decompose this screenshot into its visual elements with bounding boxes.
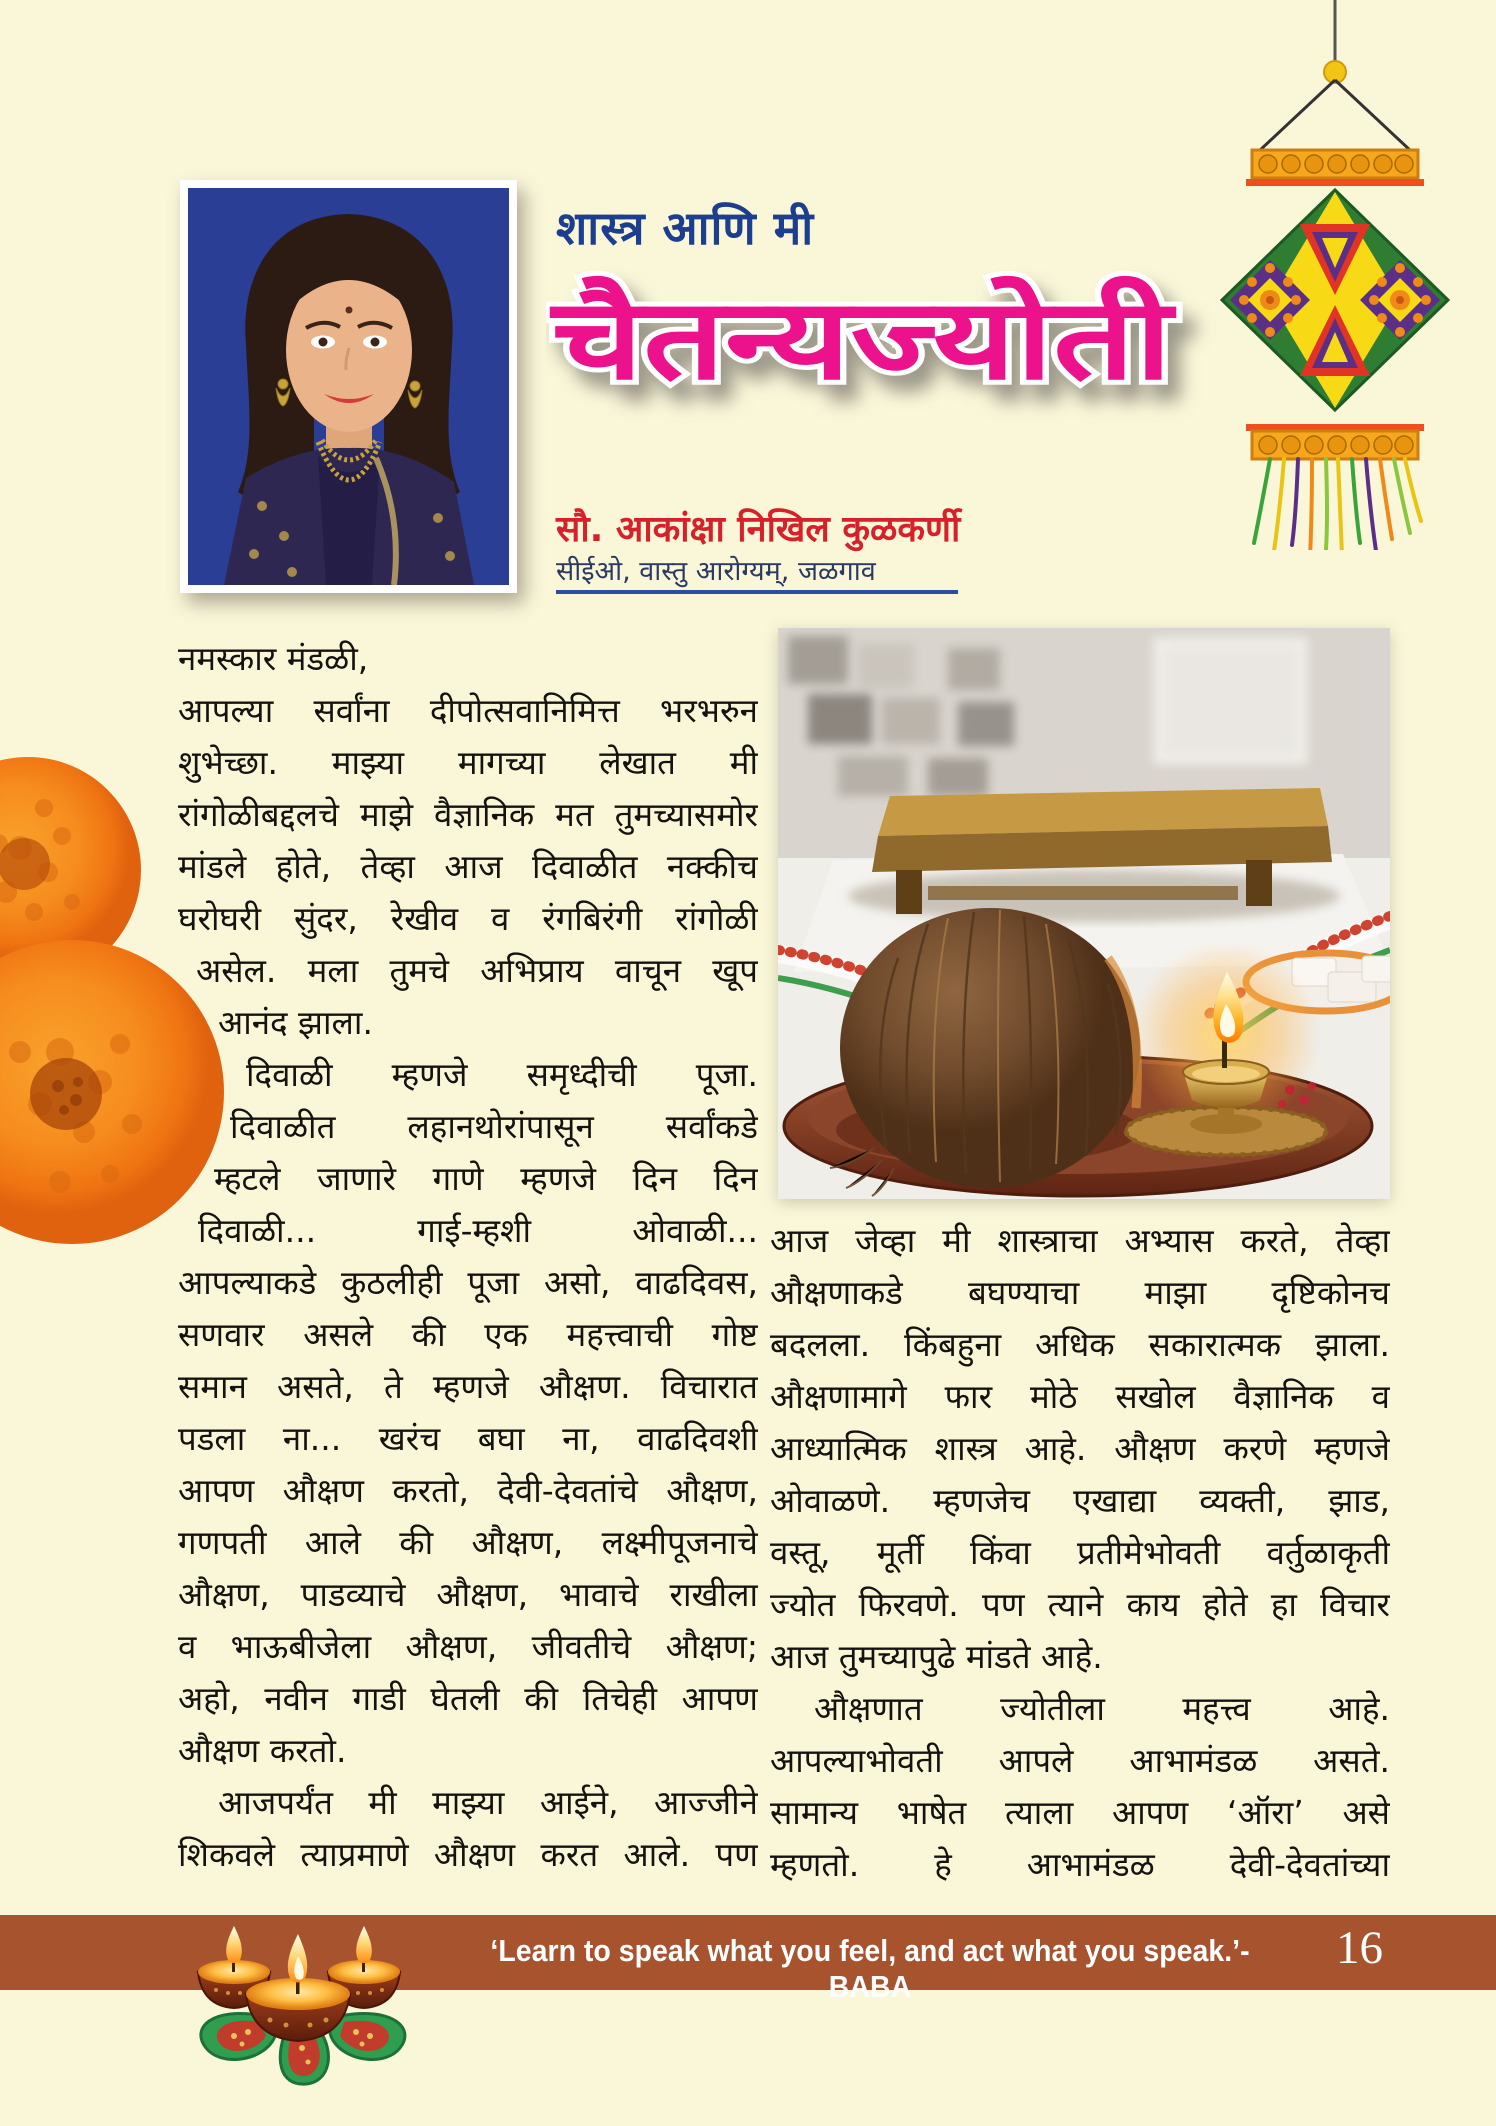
text-line: आज तुमच्यापुढे मांडते आहे. [770, 1637, 1103, 1676]
text-line: दिवाळी म्हणजे समृध्दीची पूजा. [246, 1055, 758, 1094]
text-line: ओवाळणे. म्हणजेच एखाद्या व्यक्ती, झाड, [770, 1481, 1390, 1520]
coconut-diya-photo [778, 628, 1390, 1199]
text-line: ज्योत फिरवणे. पण त्याने काय होते हा विचार [770, 1585, 1390, 1624]
article-title [546, 240, 1226, 425]
author-role: सीईओ, वास्तु आरोग्यम्, जळगाव [556, 556, 876, 587]
text-line: औक्षणात ज्योतीला महत्त्व आहे. [814, 1689, 1390, 1728]
portrait-illustration [188, 188, 509, 585]
text-line: आपल्या सर्वांना दीपोत्सवानिमित्त भरभरुन [178, 691, 758, 730]
text-line: दिवाळी... गाई-म्हशी ओवाळी... [198, 1211, 758, 1250]
text-line: औक्षण, पाडव्याचे औक्षण, भावाचे राखीला [178, 1575, 758, 1614]
section-kicker: शास्त्र आणि मी [556, 201, 815, 255]
text-line: सणवार असले की एक महत्त्वाची गोष्ट [178, 1315, 758, 1354]
text-line: अहो, नवीन गाडी घेतली की तिचेही आपण [178, 1679, 758, 1718]
diya-lamps-illustration [172, 1920, 432, 2100]
author-name: सौ. आकांक्षा निखिल कुळकर्णी [556, 509, 961, 550]
text-line: वस्तू, मूर्ती किंवा प्रतीमेभोवती वर्तुळाकृती [770, 1533, 1390, 1572]
text-line: बदलला. किंबहुना अधिक सकारात्मक झाला. [770, 1325, 1390, 1364]
diwali-lantern-illustration [1200, 0, 1470, 550]
text-line: औक्षणाकडे बघण्याचा माझा दृष्टिकोनच [770, 1273, 1390, 1312]
text-line: आपल्याकडे कुठलीही पूजा असो, वाढदिवस, [178, 1263, 758, 1302]
text-line: समान असते, ते म्हणजे औक्षण. विचारात [178, 1367, 758, 1406]
text-line: आपण औक्षण करतो, देवी-देवतांचे औक्षण, [178, 1471, 758, 1510]
text-line: पडला ना... खरंच बघा ना, वाढदिवशी [178, 1419, 758, 1458]
text-line: घरोघरी सुंदर, रेखीव व रंगबिरंगी रांगोळी [178, 899, 758, 938]
left-column [178, 633, 758, 1881]
text-line: सामान्य भाषेत त्याला आपण ‘ऑरा’ असे [770, 1793, 1390, 1832]
text-line: आध्यात्मिक शास्त्र आहे. औक्षण करणे म्हणजे [770, 1429, 1390, 1468]
page-number: 16 [1336, 1922, 1383, 1974]
text-line: शिकवले त्याप्रमाणे औक्षण करत आले. पण [178, 1835, 758, 1874]
svg-text:चैतन्यज्योती: चैतन्यज्योती [549, 275, 1178, 405]
text-line: मांडले होते, तेव्हा आज दिवाळीत नक्कीच [178, 847, 758, 886]
text-line: आज जेव्हा मी शास्त्राचा अभ्यास करते, तेव्हा [770, 1221, 1390, 1260]
text-line: आनंद झाला. [218, 1003, 373, 1042]
footer-quote: ‘Learn to speak what you feel, and act what you speak.’- BABA [490, 1933, 1250, 2004]
text-line: म्हटले जाणारे गाणे म्हणजे दिन दिन [214, 1159, 758, 1198]
text-line: औक्षणामागे फार मोठे सखोल वैज्ञानिक व [770, 1377, 1390, 1416]
text-line: दिवाळीत लहानथोरांपासून सर्वांकडे [230, 1107, 758, 1146]
author-underline [556, 590, 958, 594]
right-column [770, 1215, 1390, 1891]
text-line: रांगोळीबद्दलचे माझे वैज्ञानिक मत तुमच्यासमोर [178, 795, 758, 834]
author-portrait-photo [180, 180, 517, 593]
text-line: शुभेच्छा. माझ्या मागच्या लेखात मी [178, 743, 758, 782]
text-line: असेल. मला तुमचे अभिप्राय वाचून खूप [196, 951, 758, 990]
text-line: म्हणतो. हे आभामंडळ देवी-देवतांच्या [770, 1845, 1390, 1884]
text-line: आजपर्यंत मी माझ्या आईने, आज्जीने [218, 1783, 758, 1822]
text-line: व भाऊबीजेला औक्षण, जीवतीचे औक्षण; [178, 1627, 758, 1666]
text-line: आपल्याभोवती आपले आभामंडळ असते. [770, 1741, 1390, 1780]
text-line: नमस्कार मंडळी, [178, 639, 369, 678]
text-line: औक्षण करतो. [178, 1731, 347, 1770]
text-line: गणपती आले की औक्षण, लक्ष्मीपूजनाचे [178, 1523, 758, 1562]
